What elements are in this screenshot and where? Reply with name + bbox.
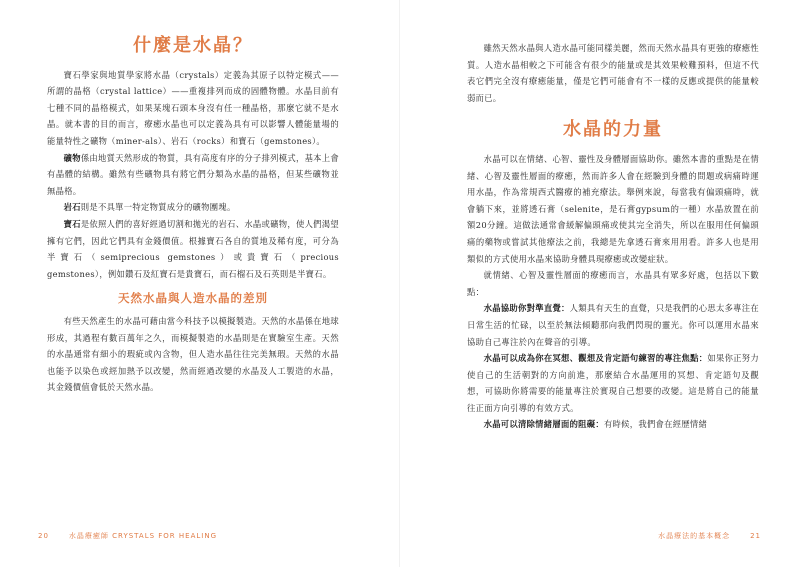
term-emotional-blocks: 水晶可以清除情緒層面的阻礙： [483, 419, 604, 430]
paragraph-crystal-help: 水晶可以在情緒、心智、靈性及身體層面協助你。雖然本書的重點是在情緒、心智及靈性層面的療癒，然而許多人會在經驗到身體的問題或病痛時運用水晶，作為常規西式醫療的補充療法。舉例來說，每當我有偏頭痛時，就會躺下來，並將透石膏（selenite，是石膏gypsum的一種）水晶放置在前額20分鐘。這做法通常會緩解偏頭痛或使其完全消失，所以在服用任何偏頭痛的藥物或嘗試其他療法之前，我總是先拿透石膏來用用看。許多人也是用類似的方式使用水晶來協助身體具現療癒或改變症狀。 [467, 153, 759, 264]
paragraph-minerals: 礦物係由地質天然形成的物質，具有高度有序的分子排列模式，基本上會有晶體的結構。雖然有些礦物具有將它們分類為水晶的晶格，但某些礦物並無晶格。 [47, 152, 339, 196]
paragraph-gemstones: 寶石是依照人們的喜好經過切割和拋光的岩石、水晶或礦物，使人們渴望擁有它們，因此它們具有金錢價值。根據寶石各自的質地及稀有度，可分為半寶石（semiprecious gemstones）或貴寶石（precious gemstones），例如鑽石及紅寶石是貴寶石，而石榴石及石英則是半寶石。 [47, 218, 339, 279]
paragraph-intuition: 水晶協助你對準直覺：人類具有天生的直覺，只是我們的心思太多專注在日常生活的忙碌，以至於無法傾聽那向我們閃現的靈光。你可以運用水晶來協助自己專注於內在聲音的引導。 [467, 303, 759, 347]
section-title-what-is-crystal: 什麼是水晶？ [133, 35, 253, 56]
left-text-column [47, 35, 339, 396]
paragraph-natural-vs-synthetic: 有些天然產生的水晶可藉由當今科技予以模擬製造。天然的水晶係在地球形成，其過程有數百萬年之久，而模擬製造的水晶則是在實驗室生產。天然的水晶通常有細小的瑕疵或內含物，但人造水晶往往完美無瑕。天然的水晶也能予以染色或經加熱予以改變，然而經過改變的水晶及人工製造的水晶，其金錢價值會低於天然水晶。 [47, 315, 339, 393]
right-text-column [467, 40, 759, 433]
term-meditation: 水晶可以成為你在冥想、觀想及肯定語句練習的專注焦點： [483, 353, 708, 364]
paragraph-rocks: 岩石則是不具單一特定物質成分的礦物團塊。 [63, 202, 236, 213]
right-footer [658, 531, 761, 541]
term-rocks: 岩石 [63, 202, 81, 213]
subsection-title-natural-vs-synthetic: 天然水晶與人造水晶的差別 [118, 291, 268, 306]
term-intuition: 水晶協助你對準直覺： [483, 303, 570, 314]
left-footer [38, 531, 217, 541]
term-minerals: 礦物 [63, 152, 81, 163]
page-number: 21 [750, 532, 761, 540]
section-title-crystal-power: 水晶的力量 [563, 119, 663, 141]
book-title-en: CRYSTALS FOR HEALING [112, 532, 217, 540]
paragraph-definition: 寶石學家與地質學家將水晶（crystals）定義為其原子以特定模式——所謂的晶格（crystal lattice）——重複排列而成的固體物體。水晶目前有七種不同的晶格模式，如果某塊石頭本身沒有任一種晶格，那麼它就不是水晶。就本書的目的而言，療癒水晶也可以定義為具有可以影響人體能量場的能量特性之礦物（miner-als）、岩石（rocks）和寶石（gemstones）。 [47, 69, 339, 146]
paragraph-meditation: 水晶可以成為你在冥想、觀想及肯定語句練習的專注焦點：如果你正努力使自己的生活朝對的方向前進，那麼結合水晶運用的冥想、肯定語句及觀想，可協助你將需要的能量專注於實現自己想要的改變。這是將自己的能量往正面方向引導的有效方式。 [467, 353, 759, 413]
book-title: 水晶療癒師 [68, 532, 109, 540]
section-name: 水晶療法的基本概念 [658, 532, 731, 540]
page-number: 20 [38, 532, 49, 540]
paragraph-benefits-intro: 就情緒、心智及靈性層面的療癒而言，水晶具有眾多好處，包括以下數點： [467, 270, 759, 297]
term-gemstones: 寶石 [63, 218, 81, 229]
paragraph-emotional-blocks: 水晶可以清除情緒層面的阻礙：有時候，我們會在經歷情緒 [483, 419, 708, 430]
paragraph-natural-energy: 雖然天然水晶與人造水晶可能同樣美麗，然而天然水晶具有更強的療癒性質。人造水晶相較之下可能含有很少的能量或是其效果較難預料，但這不代表它們完全沒有療癒能量，僅是它們可能會有不一樣的反應或提供的能量較弱而已。 [467, 43, 759, 103]
right-page [400, 0, 799, 567]
